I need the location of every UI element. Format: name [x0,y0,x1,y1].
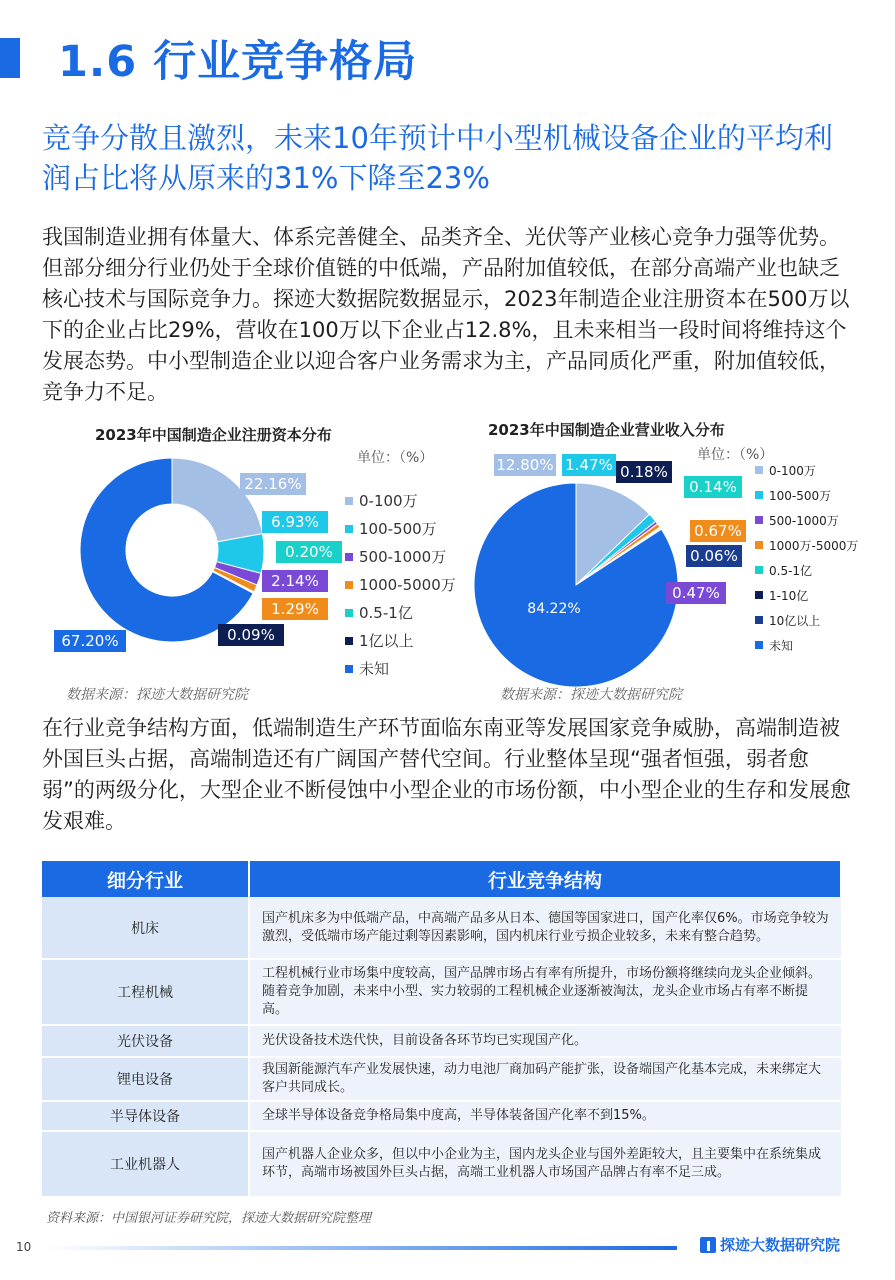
table-header-row [42,861,841,897]
svg-text:0.67%: 0.67% [694,522,742,540]
chart2-pie [470,445,760,695]
legend-item [755,537,858,562]
page-title: 1.6 行业竞争格局 [58,37,418,87]
svg-text:2.14%: 2.14% [271,572,319,590]
industry-cell: 工程机械 [42,959,249,1025]
legend-label: 1亿以上 [359,632,414,650]
structure-cell: 我国新能源汽车产业发展快速，动力电池厂商加码产能扩张，设备端国产化基本完成，未来绑定大客户共同成长。 [249,1057,841,1101]
legend-swatch [345,553,353,561]
legend-swatch [755,541,763,549]
table-row [42,1131,841,1197]
industry-cell: 半导体设备 [42,1101,249,1131]
data-label-6 [666,582,726,604]
legend-label: 0-100万 [769,464,816,478]
svg-text:67.20%: 67.20% [61,632,119,650]
footer-brand-text: 探迹大数据研究院 [720,1236,841,1254]
structure-cell: 工程机械行业市场集中度较高，国产品牌市场占有率有所提升，市场份额将继续向龙头企业倾斜。随着竞争加剧，未来中小型、实力较弱的工程机械企业逐渐被淘汰，龙头企业市场占有率不断提高。 [249,959,841,1025]
chart2-source: 数据来源：探迹大数据研究院 [500,687,682,703]
brand-logo-icon [700,1237,716,1253]
intro-paragraph: 我国制造业拥有体量大、体系完善健全、品类齐全、光伏等产业核心竞争力强等优势。但部分细分行业仍处于全球价值链的中低端，产品附加值较低，在部分高端产业也缺乏核心技术与国际竞争力。探迹大数据院数据显示，2023年制造企业注册资本在500万以下的企业占比29%，营收在100万以下企业占12.8%，且未来相当一段时间将维持这个发展态势。中小型制造企业以迎合客户业务需求为主，产品同质化严重，附加值较低，竞争力不足。 [42,225,850,404]
legend-swatch [755,491,763,499]
chart1-source: 数据来源：探迹大数据研究院 [66,687,248,703]
legend-swatch [345,609,353,617]
chart2-unit: 单位：（%） [697,447,774,463]
legend-swatch [345,525,353,533]
legend-item [755,612,858,637]
chart2-legend [755,462,858,662]
data-label-1 [262,511,328,533]
data-label-1 [562,454,616,476]
svg-text:84.22%: 84.22% [527,601,581,617]
chart1-title: 2023年中国制造企业注册资本分布 [95,426,332,444]
legend-swatch [345,581,353,589]
structure-cell: 国产机床多为中低端产品，中高端产品多从日本、德国等国家进口，国产化率仅6%。市场竞争较为激烈，受低端市场产能过剩等因素影响，国内机床行业亏损企业较多，未来有整合趋势。 [249,897,841,959]
legend-item [345,602,456,630]
legend-item [345,518,456,546]
legend-item [755,562,858,587]
legend-label: 1000万-5000万 [769,539,859,553]
table-row [42,959,841,1025]
legend-item [755,587,858,612]
svg-text:12.80%: 12.80% [496,456,554,474]
pie-slice-0 [172,458,263,542]
header-structure: 行业竞争结构 [249,861,841,897]
chart1-unit: 单位：（%） [357,450,434,466]
legend-item [755,462,858,487]
legend-item [345,490,456,518]
structure-cell: 光伏设备技术迭代快，目前设备各环节均已实现国产化。 [249,1025,841,1057]
industry-cell: 光伏设备 [42,1025,249,1057]
section-subtitle: 竞争分散且激烈，未来10年预计中小型机械设备企业的平均利润占比将从原来的31%下降至23% [42,121,833,195]
chart2-title: 2023年中国制造企业营业收入分布 [488,421,725,439]
svg-text:1.47%: 1.47% [565,456,613,474]
svg-text:0.14%: 0.14% [689,478,737,496]
legend-label: 1-10亿 [769,589,809,603]
svg-text:0.09%: 0.09% [227,626,275,644]
data-label-4 [690,520,746,542]
table-row [42,1025,841,1057]
legend-item [345,546,456,574]
svg-text:1.29%: 1.29% [271,600,319,618]
legend-item [345,630,456,658]
legend-label: 10亿以上 [769,614,821,628]
legend-swatch [345,665,353,673]
chart1-donut [40,450,360,690]
industry-cell: 锂电设备 [42,1057,249,1101]
legend-label: 100-500万 [359,520,437,538]
page-number: 10 [16,1240,32,1254]
legend-item [345,574,456,602]
legend-label: 500-1000万 [769,514,839,528]
legend-swatch [755,466,763,474]
data-label-0 [494,454,556,476]
svg-text:0.06%: 0.06% [690,547,738,565]
legend-item [755,487,858,512]
data-label-3 [262,570,328,592]
legend-label: 0.5-1亿 [769,564,813,578]
legend-label: 500-1000万 [359,548,447,566]
data-label-7 [514,597,594,619]
legend-swatch [755,516,763,524]
table-row [42,897,841,959]
data-label-5 [686,545,742,567]
title-accent-bar [0,38,20,78]
svg-text:0.18%: 0.18% [620,463,668,481]
svg-text:0.47%: 0.47% [672,584,720,602]
header-industry: 细分行业 [42,861,249,897]
legend-label: 0.5-1亿 [359,604,413,622]
svg-text:6.93%: 6.93% [271,513,319,531]
legend-swatch [755,591,763,599]
footer-line [45,1246,677,1250]
data-label-6 [54,630,126,652]
table-row [42,1101,841,1131]
legend-swatch [345,497,353,505]
svg-text:22.16%: 22.16% [244,475,302,493]
legend-label: 未知 [769,639,794,653]
data-label-4 [262,598,328,620]
table-row [42,1057,841,1101]
legend-label: 0-100万 [359,492,418,510]
chart1-legend [345,490,456,686]
structure-cell: 全球半导体设备竞争格局集中度高，半导体装备国产化率不到15%。 [249,1101,841,1131]
structure-cell: 国产机器人企业众多，但以中小企业为主，国内龙头企业与国外差距较大，且主要集中在系统集成环节，高端市场被国外巨头占据，高端工业机器人市场国产品牌占有率不足三成。 [249,1131,841,1197]
industry-cell: 机床 [42,897,249,959]
legend-swatch [755,641,763,649]
legend-swatch [755,566,763,574]
svg-text:0.20%: 0.20% [285,543,333,561]
legend-label: 100-500万 [769,489,832,503]
data-label-0 [240,473,306,495]
legend-swatch [755,616,763,624]
legend-item [755,637,858,662]
data-label-5 [218,624,284,646]
industry-cell: 工业机器人 [42,1131,249,1197]
legend-label: 1000-5000万 [359,576,456,594]
legend-swatch [345,637,353,645]
table-source: 资料来源：中国银河证券研究院，探迹大数据研究院整理 [46,1211,372,1226]
data-label-2 [616,461,672,483]
industry-table [42,861,842,1198]
data-label-2 [276,541,342,563]
structure-paragraph: 在行业竞争结构方面，低端制造生产环节面临东南亚等发展国家竞争威胁，高端制造被外国巨头占据，高端制造还有广阔国产替代空间。行业整体呈现“强者恒强，弱者愈弱”的两级分化，大型企业不断侵蚀中小型企业的市场份额，中小型企业的生存和发展愈发艰难。 [42,716,851,833]
data-label-3 [684,476,742,498]
footer-brand [700,1234,840,1255]
legend-item [755,512,858,537]
legend-label: 未知 [359,660,390,678]
legend-item [345,658,456,686]
